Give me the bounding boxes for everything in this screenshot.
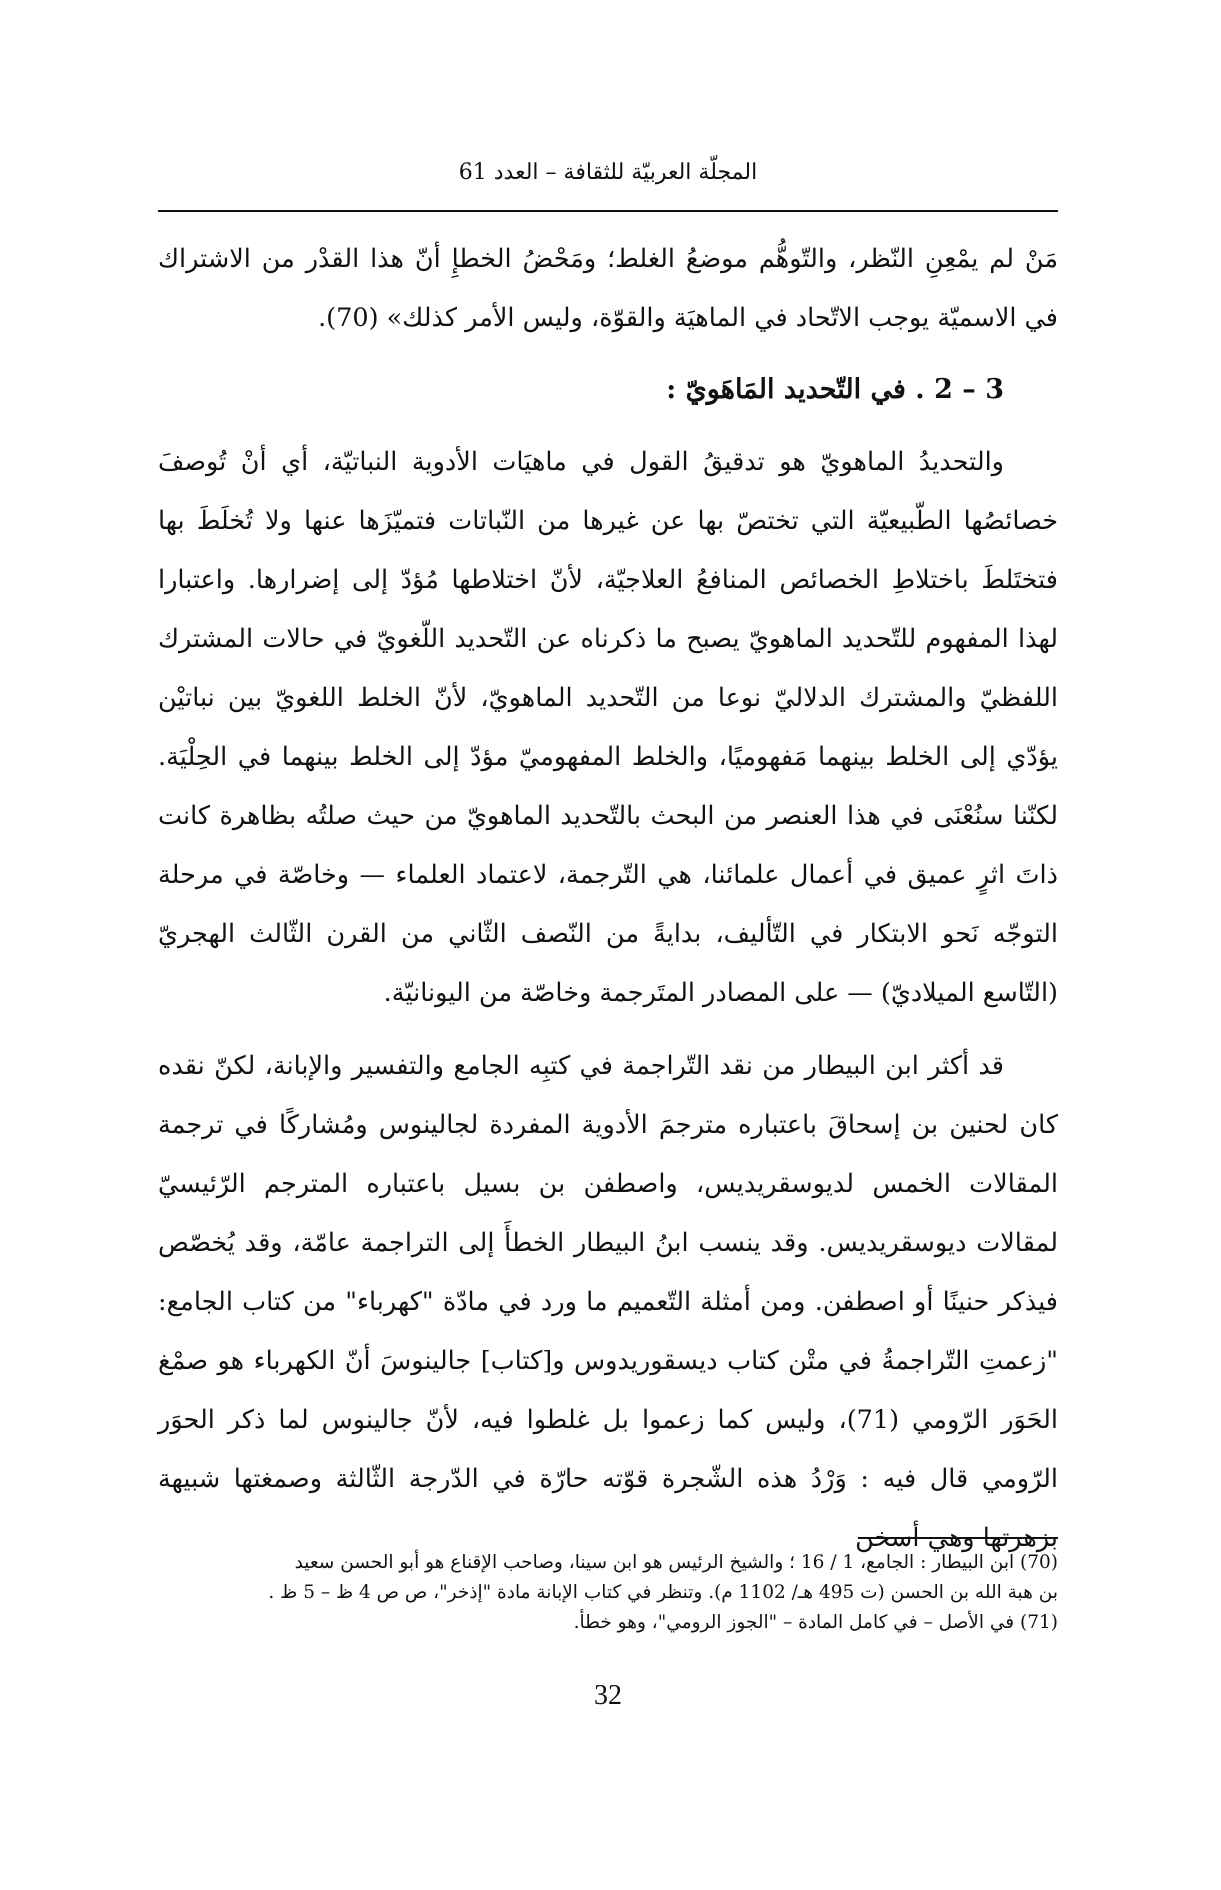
footnote-divider (858, 1537, 1058, 1539)
running-header: المجلّة العربيّة للثقافة – العدد 61 (458, 160, 758, 185)
footnote-71: (71) في الأصل – في كامل المادة – "الجوز الرومي"، وهو خطأ. (573, 1612, 1058, 1633)
footnote-70-line-1: (70) ابن البيطار : الجامع، 1 / 16 ؛ والشيخ الرئيس هو ابن سينا، وصاحب الإقناع هو أبو الحسن سعيد (294, 1552, 1058, 1573)
header-divider (158, 210, 1058, 212)
paragraph-2: والتحديدُ الماهويّ هو تدقيقُ القول في ماهيَات الأدوية النباتيّة، أي أنْ تُوصفَ خصائصُها الطّبيعيّة التي تختصّ بها عن غيرها من النّباتات فتميّزَها عنها ولا تُخلَطَ بها فتختَلطَ باختلاطِ الخصائص المنافعُ العلاجيّة، لأنّ اختلاطها مُؤدّ إلى إضرارها. واعتبارا لهذا المفهوم للتّحديد الماهويّ يصبح ما ذكرناه عن التّحديد اللّغويّ في حالات المشترك اللفظيّ والمشترك الدلاليّ نوعا من التّحديد الماهويّ، لأنّ الخلط اللغويّ بين نباتيْن يؤدّي إلى الخلط بينهما مَفهوميًا، والخلط المفهوميّ مؤدّ إلى الخلط بينهما في الحِلْيَة. لكنّنا سنُعْنَى في هذا العنصر من البحث بالتّحديد الماهويّ من حيث صلتُه بظاهرة كانت ذاتَ اثرٍ عميق في أعمال علمائنا، هي التّرجمة، لاعتماد العلماء — وخاصّة في مرحلة التوجّه نَحو الابتكار في التّأليف، بدايةً من النّصف الثّاني من القرن الثّالث الهجريّ (التّاسع الميلاديّ) — على المصادر المتَرجمة وخاصّة من اليونانيّة. (158, 447, 1058, 1008)
body-text (158, 230, 1058, 1568)
page-number: 32 (594, 1680, 622, 1711)
footnotes (158, 1548, 1058, 1638)
paragraph-3: قد أكثر ابن البيطار من نقد التّراجمة في كتبِه الجامع والتفسير والإبانة، لكنّ نقده كان لحنين بن إسحاقَ باعتباره مترجمَ الأدوية المفردة لجالينوس ومُشاركًا في ترجمة المقالات الخمس لديوسقريديس، واصطفن بن بسيل باعتباره المترجم الرّئيسيّ لمقالات ديوسقريديس. وقد ينسب ابنُ البيطار الخطأَ إلى التراجمة عامّة، وقد يُخصّص فيذكر حنينًا أو اصطفن. ومن أمثلة التّعميم ما ورد في مادّة "كهرباء" من كتاب الجامع: "زعمتِ التّراجمةُ في متْن كتاب ديسقوريدوس و[كتاب] جالينوسَ أنّ الكهرباء هو صمْغ الحَوَر الرّومي (71)، وليس كما زعموا بل غلطوا فيه، لأنّ جالينوس لما ذكر الحوَر الرّومي قال فيه : وَرْدُ هذه الشّجرة قوّته حارّة في الدّرجة الثّالثة وصمغتها شبيهة بزهرتها وهي أسخن (158, 1051, 1058, 1553)
footnote-70-line-2: بن هبة الله بن الحسن (ت 495 هـ/ 1102 م). وتنظر في كتاب الإبانة مادة "إذخر"، ص ص 4 ظ – 5 ظ . (268, 1582, 1058, 1603)
section-heading: 3 – 2 . في التّحديد المَاهَويّ : (666, 374, 1004, 405)
paragraph-1: مَنْ لم يمْعِنِ النّظر، والتّوهُّم موضعُ الغلط؛ ومَحْضُ الخطإِ أنّ هذا القدْر من الاشتراك في الاسميّة يوجب الاتّحاد في الماهيَة والقوّة، وليس الأمر كذلك» (70). (158, 244, 1058, 333)
